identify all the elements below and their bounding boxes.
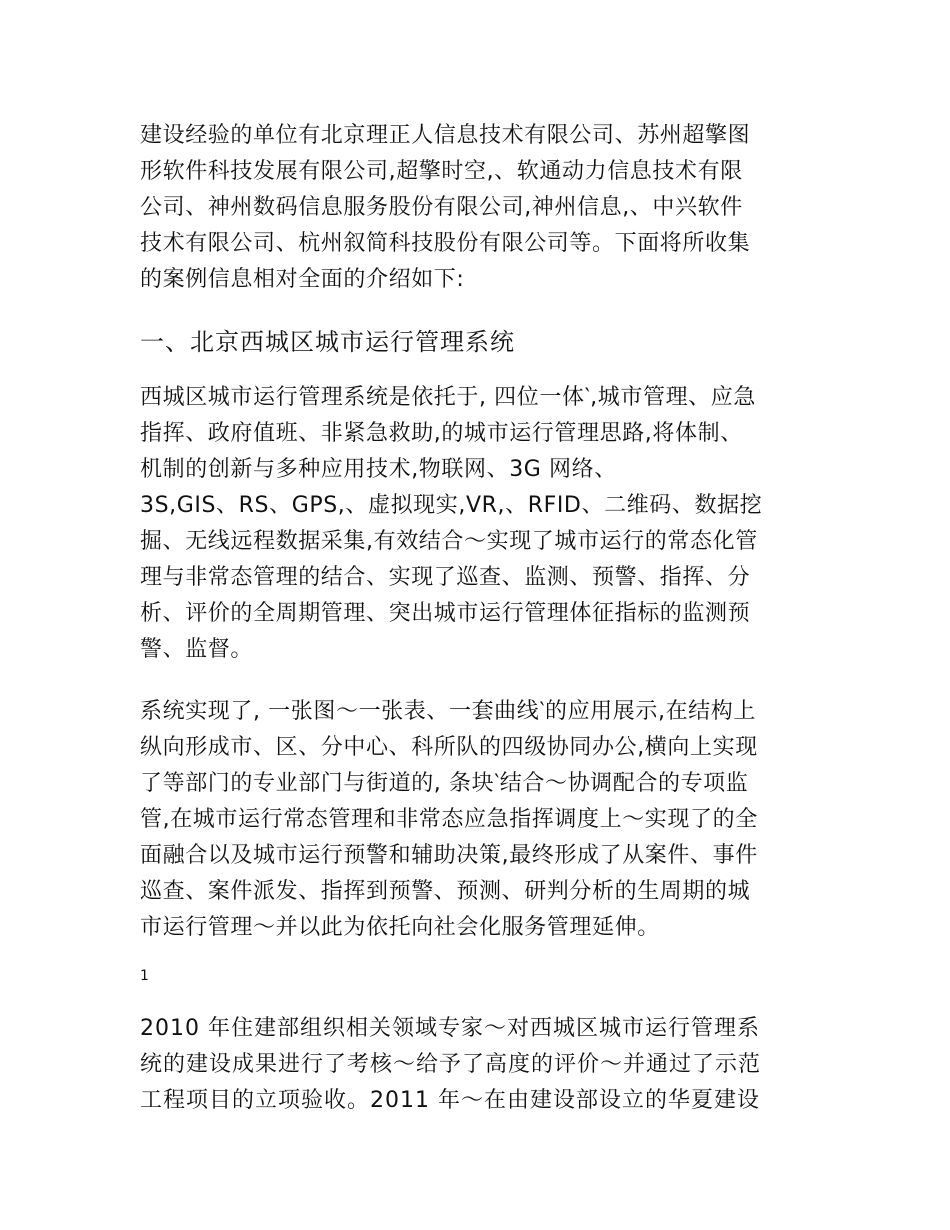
text-line: 警、监督。 xyxy=(140,637,254,662)
text-line: 的案例信息相对全面的介绍如下: xyxy=(140,267,465,292)
section-heading: 一、北京西城区城市运行管理系统 xyxy=(140,328,515,356)
text-line: 市运行管理～并以此为依托向社会化服务管理延伸。 xyxy=(140,915,660,940)
text-line: 纵向形成市、区、分中心、科所队的四级协同办公,横向上实现 xyxy=(140,735,758,760)
text-line: 指挥、政府值班、非紧急救助,的城市运行管理思路,将体制、 xyxy=(140,421,743,446)
paragraph-units-intro xyxy=(140,118,820,298)
text-line: 2010 年住建部组织相关领域专家～对西城区城市运行管理系 xyxy=(140,1016,760,1041)
text-line: 3S,GIS、RS、GPS,、虚拟现实,VR,、RFID、二维码、数据挖 xyxy=(140,493,763,518)
text-line: 面融合以及城市运行预警和辅助决策,最终形成了从案件、事件 xyxy=(140,843,758,868)
text-line: 管,在城市运行常态管理和非常态应急指挥调度上～实现了的全 xyxy=(140,807,758,832)
text-line: 机制的创新与多种应用技术,物联网、3G 网络、 xyxy=(140,457,617,482)
text-line: 析、评价的全周期管理、突出城市运行管理体征指标的监测预 xyxy=(140,601,751,626)
paragraph-system-description xyxy=(140,380,820,668)
text-line: 了等部门的专业部门与街道的, 条块‵结合～协调配合的专项监 xyxy=(140,771,749,796)
text-line: 工程项目的立项验收。2011 年～在由建设部设立的华夏建设 xyxy=(140,1088,760,1113)
text-line: 理与非常态管理的结合、实现了巡查、监测、预警、指挥、分 xyxy=(140,565,751,590)
page-number: 1 xyxy=(140,968,149,984)
paragraph-evaluation xyxy=(140,1011,820,1119)
text-line: 西城区城市运行管理系统是依托于, 四位一体‵,城市管理、应急 xyxy=(140,385,756,410)
paragraph-system-features xyxy=(140,694,820,946)
text-line: 技术有限公司、杭州叙简科技股份有限公司等。下面将所收集 xyxy=(140,231,751,256)
text-line: 系统实现了, 一张图～一张表、一套曲线‵的应用展示,在结构上 xyxy=(140,699,756,724)
text-line: 掘、无线远程数据采集,有效结合～实现了城市运行的常态化管 xyxy=(140,529,758,554)
text-line: 形软件科技发展有限公司,超擎时空,、软通动力信息技术有限 xyxy=(140,159,743,184)
text-line: 建设经验的单位有北京理正人信息技术有限公司、苏州超擎图 xyxy=(140,123,751,148)
text-line: 公司、神州数码信息服务股份有限公司,神州信息,、中兴软件 xyxy=(140,195,743,220)
text-line: 统的建设成果进行了考核～给予了高度的评价～并通过了示范 xyxy=(140,1052,762,1077)
text-line: 巡查、案件派发、指挥到预警、预测、研判分析的生周期的城 xyxy=(140,879,751,904)
